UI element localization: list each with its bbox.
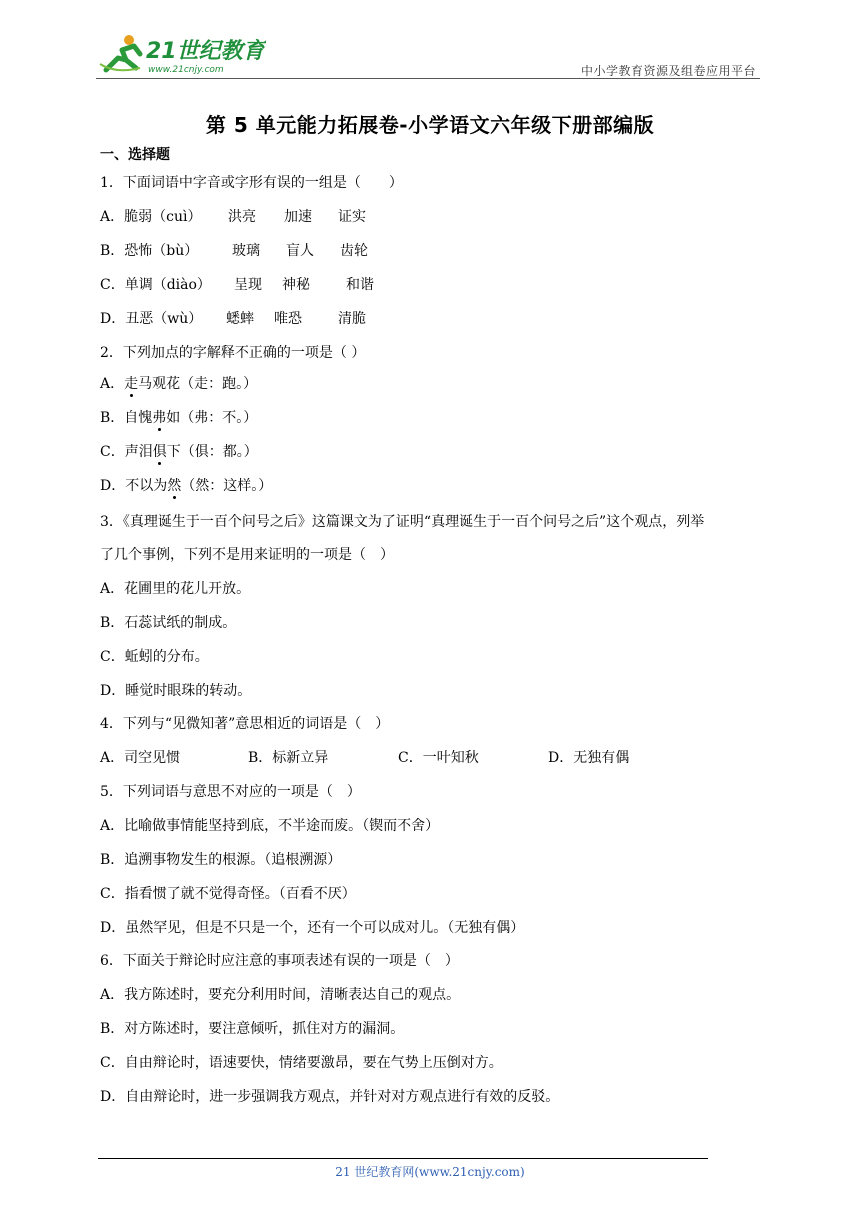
q1-b-3: 盲人: [286, 243, 314, 259]
q1-a-3: 加速: [284, 209, 312, 225]
q3-option-a: A．花圃里的花儿开放。: [100, 581, 251, 597]
site-logo: [96, 30, 266, 76]
q1-c-1: C．单调（diào）: [100, 277, 211, 293]
footer-link[interactable]: 21 世纪教育网(www.21cnjy.com): [335, 1165, 525, 1179]
q4-option-b: B．标新立异: [248, 750, 329, 766]
q5-option-b: B．追溯事物发生的根源。（追根溯源）: [100, 852, 342, 868]
q2-option-b: [100, 408, 257, 428]
q5-option-c: C．指看惯了就不觉得奇怪。（百看不厌）: [100, 886, 356, 902]
q1-b-2: 玻璃: [232, 243, 260, 259]
q1-a-1: A．脆弱（cuì）: [100, 209, 202, 225]
q2-d-pre: D．不以为: [100, 478, 168, 494]
runner-icon: [100, 35, 140, 70]
q6-option-c: C．自由辩论时，语速要快，情绪要激昂，要在气势上压倒对方。: [100, 1055, 503, 1071]
q3-option-d: D．睡觉时眼珠的转动。: [100, 683, 252, 699]
q2-b-pre: B．自愧: [100, 410, 153, 426]
q1-d-4: 清脆: [338, 311, 366, 327]
dotted-char: 俱: [152, 444, 167, 460]
q1-d-2: 蟋蟀: [226, 311, 254, 327]
header-divider: [96, 78, 760, 79]
q1-option-d: [100, 309, 366, 329]
q1-option-c: [100, 275, 374, 295]
q5-stem: 5．下列词语与意思不对应的一项是（ ）: [100, 784, 361, 800]
q1-b-1: B．恐怖（bù）: [100, 243, 199, 259]
q1-d-3: 唯恐: [274, 311, 302, 327]
q2-stem: 2．下列加点的字解释不正确的一项是（ ）: [100, 345, 366, 361]
q2-c-pre: C．声泪: [100, 444, 153, 460]
q1-d-1: D．丑恶（wù）: [100, 311, 203, 327]
q2-a-pre: A．: [100, 376, 125, 392]
platform-name: 中小学教育资源及组卷应用平台: [580, 64, 756, 78]
q3-option-c: C．蚯蚓的分布。: [100, 649, 209, 665]
q4-option-c: C．一叶知秋: [398, 750, 479, 766]
q2-c-post: 下（俱：都。）: [166, 444, 258, 460]
q1-c-4: 和谐: [346, 277, 374, 293]
page-title: 第 5 单元能力拓展卷-小学语文六年级下册部编版: [205, 113, 655, 137]
q1-option-b: [100, 241, 368, 261]
dotted-char: 然: [167, 478, 182, 494]
q2-d-post: （然：这样。）: [181, 478, 273, 494]
q2-option-c: [100, 442, 258, 462]
q4-stem: 4．下列与“见微知著”意思相近的词语是（ ）: [100, 716, 390, 732]
q4-option-d: D．无独有偶: [548, 750, 630, 766]
q1-c-3: 神秘: [282, 277, 310, 293]
q1-b-4: 齿轮: [340, 243, 368, 259]
page-header: [96, 30, 760, 78]
q1-a-2: 洪亮: [228, 209, 256, 225]
q2-a-post: 马观花（走：跑。）: [138, 376, 258, 392]
q2-option-a: [100, 374, 257, 394]
q6-option-a: A．我方陈述时，要充分利用时间，清晰表达自己的观点。: [100, 987, 461, 1003]
svg-text:www.21cnjy.com: www.21cnjy.com: [148, 65, 224, 75]
q6-option-d: D．自由辩论时，进一步强调我方观点，并针对对方观点进行有效的反驳。: [100, 1089, 560, 1105]
q5-option-a: A．比喻做事情能坚持到底，不半途而废。（锲而不舍）: [100, 818, 440, 834]
q3-stem-line2: 了几个事例，下列不是用来证明的一项是（ ）: [100, 547, 394, 563]
dotted-char: 弗: [152, 410, 167, 426]
q1-stem: 1．下面词语中字音或字形有误的一组是（ ）: [100, 175, 403, 191]
q6-option-b: B．对方陈述时，要注意倾听，抓住对方的漏洞。: [100, 1021, 405, 1037]
q6-stem: 6．下面关于辩论时应注意的事项表述有误的一项是（ ）: [100, 953, 459, 969]
svg-text:21世纪教育: 21世纪教育: [146, 39, 265, 64]
q1-a-4: 证实: [338, 209, 366, 225]
q3-stem-line1: 3．《真理诞生于一百个问号之后》这篇课文为了证明“真理诞生于一百个问号之后”这个观点，列举: [100, 514, 705, 530]
footer-divider: [98, 1158, 708, 1159]
q2-b-post: 如（弗：不。）: [166, 410, 258, 426]
q2-option-d: [100, 476, 272, 496]
q3-option-b: B．石蕊试纸的制成。: [100, 615, 237, 631]
dotted-char: 走: [124, 376, 139, 392]
q4-options: [100, 748, 629, 768]
q1-c-2: 呈现: [234, 277, 262, 293]
q5-option-d: D．虽然罕见，但是不只是一个，还有一个可以成对儿。（无独有偶）: [100, 920, 525, 936]
q4-option-a: A．司空见惯: [100, 750, 181, 766]
q1-option-a: [100, 207, 366, 227]
section-heading: 一、选择题: [100, 147, 170, 163]
